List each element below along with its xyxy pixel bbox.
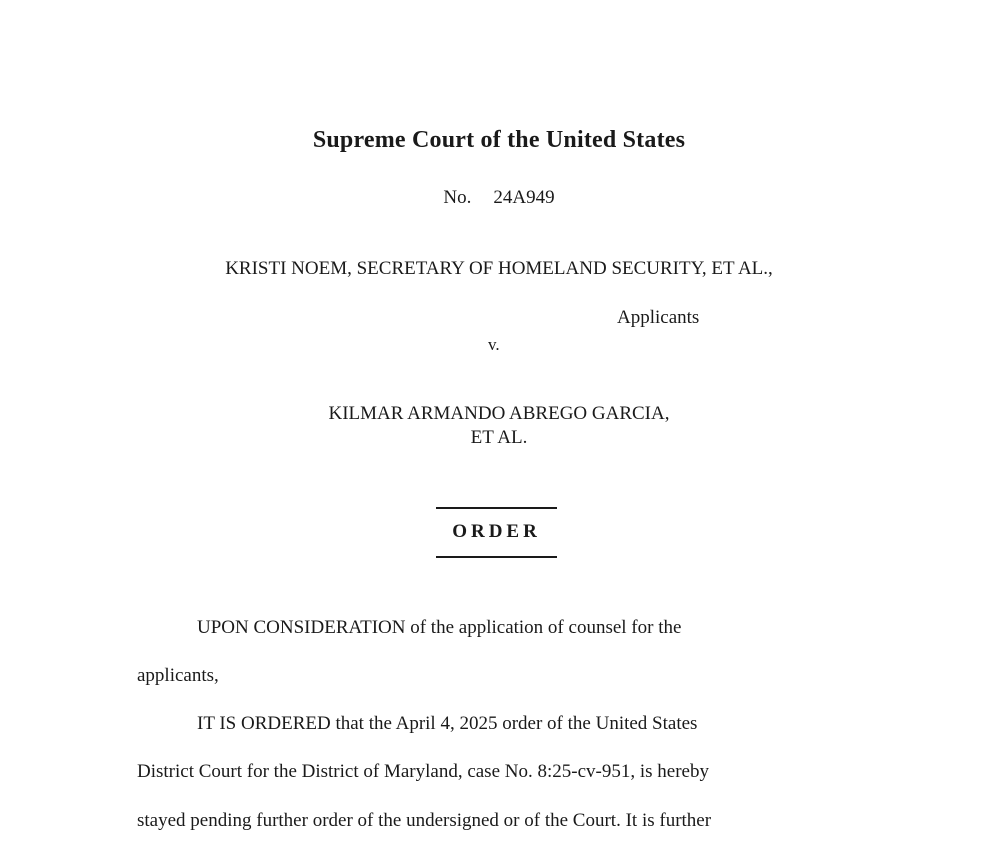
versus-label: v.	[488, 335, 500, 354]
order-heading: ORDER	[452, 521, 541, 542]
docket-number: 24A949	[493, 187, 555, 208]
applicants-label: Applicants	[617, 307, 700, 328]
docket-line	[0, 187, 998, 209]
body-text-line: IT IS ORDERED that the April 4, 2025 order of the United States	[197, 713, 698, 734]
order-rule-bottom	[436, 556, 557, 558]
body-text-line: UPON CONSIDERATION of the application of counsel for the	[197, 617, 682, 638]
body-text-line: District Court for the District of Maryland, case No. 8:25-cv-951, is hereby	[137, 761, 709, 782]
body-text-line: applicants,	[137, 665, 219, 686]
order-rule-top	[436, 507, 557, 509]
respondent-name-line2: ET AL.	[470, 427, 528, 448]
body-text-line: stayed pending further order of the undersigned or of the Court. It is further	[137, 810, 712, 831]
court-title: Supreme Court of the United States	[312, 127, 686, 153]
applicant-name: KRISTI NOEM, SECRETARY OF HOMELAND SECURITY, ET AL.,	[225, 258, 773, 279]
respondent-name-line1: KILMAR ARMANDO ABREGO GARCIA,	[328, 403, 670, 424]
docket-prefix: No.	[443, 187, 472, 208]
